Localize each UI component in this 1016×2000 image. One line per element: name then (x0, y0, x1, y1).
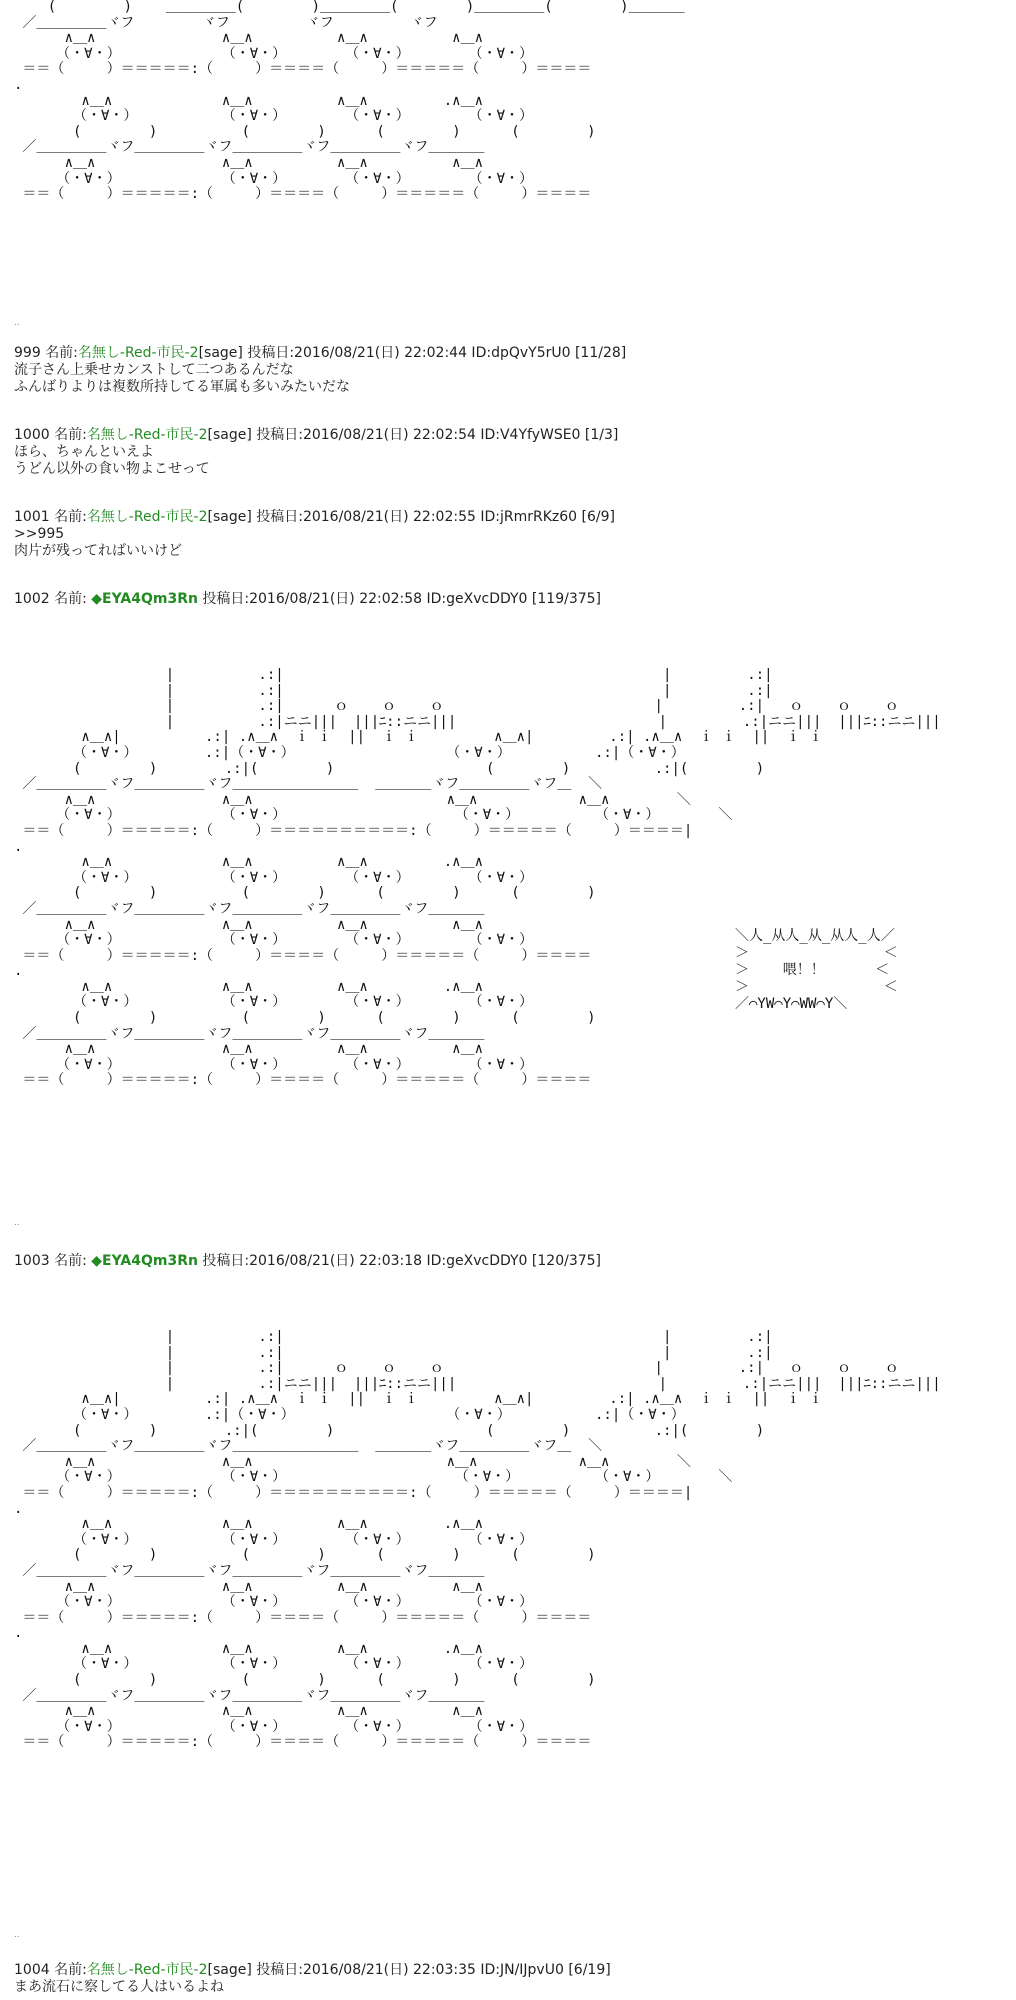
ascii-art-top: ( ) ＿＿＿＿＿( )＿＿＿＿＿( )＿＿＿＿＿( )＿＿＿＿ ／＿＿＿＿＿ヾフ ヾフ ヾフ ヾフ ∧＿∧ ∧＿∧ ∧＿∧ ∧＿∧ （・∀・） （・∀・） （・∀・） （・∀・） ＝＝（ ）＝＝＝＝＝:（ ）＝＝＝＝（ ）＝＝＝＝＝（ ）＝＝＝＝ . ∧＿∧ ∧＿∧ ∧＿∧ .∧＿∧ （・∀・） （・∀・） （・∀・） （・∀・） ( ) ( ) ( ) ( ) ／＿＿＿＿＿ヾフ＿＿＿＿＿ヾフ＿＿＿＿＿ヾフ＿＿＿＿＿ヾフ＿＿＿＿ ∧＿∧ ∧＿∧ ∧＿∧ ∧＿∧ （・∀・） （・∀・） （・∀・） （・∀・） ＝＝（ ）＝＝＝＝＝:（ ）＝＝＝＝（ ）＝＝＝＝＝（ ）＝＝＝＝ (14, 0, 685, 203)
mail-field: [sage] (198, 345, 243, 361)
post-header (14, 1253, 601, 1270)
separator-dot: .. (14, 1218, 20, 1228)
separator-dot: .. (14, 318, 20, 328)
shout-bubble: ＼人_从人_从_从人_人／ ＞ ＜ ＞ 喂！！ ＜ ＞ ＜ ／⌒YW⌒Y⌒WW⌒Y＼ (735, 928, 898, 1012)
post-header (14, 591, 601, 608)
poster-trip[interactable]: ◆EYA4Qm3Rn (91, 1253, 198, 1269)
post-date: 投稿日:2016/08/21(日) 22:02:54 ID:V4YfyWSE0 [1/3] (256, 427, 619, 443)
post-body-line: 肉片が残ってればいいけど (14, 543, 182, 559)
post-number: 1003 (14, 1253, 50, 1269)
post-1001 (14, 509, 615, 560)
post-date: 投稿日:2016/08/21(日) 22:02:55 ID:jRmrRKz60 [6/9] (256, 509, 615, 525)
ascii-art-scene-1: | .:| | .:| | .:| | .:| | .:| ｏ ｏ ｏ | .:| ｏ ｏ ｏ | .:|ニニ||| |||ﾆ::ニニ||| | .:|ニニ||| |||ﾆ::ニニ||| ∧＿∧| .:| .∧＿∧ ｉ ｉ || ｉ ｉ ∧＿∧| .:| .∧＿∧ ｉ ｉ || ｉ ｉ （・∀・） .:|（・∀・） （・∀・） .:|（・∀・） ( ) .:|( ) ( ) .:|( ) ／＿＿＿＿＿ヾフ＿＿＿＿＿ヾフ＿＿＿＿＿＿＿＿＿ ＿＿＿＿ヾフ＿＿＿＿＿ヾフ＿ ＼ ∧＿∧ ∧＿∧ ∧＿∧ ∧＿∧ ＼ （・∀・） （・∀・） （・∀・） （・∀・） ＼ ＝＝（ ）＝＝＝＝＝:（ ）＝＝＝＝＝＝＝＝＝＝:（ ）＝＝＝＝＝（ ）＝＝＝＝| . ∧＿∧ ∧＿∧ ∧＿∧ .∧＿∧ （・∀・） （・∀・） （・∀・） （・∀・） ( ) ( ) ( ) ( ) ／＿＿＿＿＿ヾフ＿＿＿＿＿ヾフ＿＿＿＿＿ヾフ＿＿＿＿＿ヾフ＿＿＿＿ ∧＿∧ ∧＿∧ ∧＿∧ ∧＿∧ （・∀・） （・∀・） （・∀・） （・∀・） ＝＝（ ）＝＝＝＝＝:（ ）＝＝＝＝（ ）＝＝＝＝＝（ ）＝＝＝＝ . ∧＿∧ ∧＿∧ ∧＿∧ .∧＿∧ （・∀・） （・∀・） （・∀・） （・∀・） ( ) ( ) ( ) ( ) ／＿＿＿＿＿ヾフ＿＿＿＿＿ヾフ＿＿＿＿＿ヾフ＿＿＿＿＿ヾフ＿＿＿＿ ∧＿∧ ∧＿∧ ∧＿∧ ∧＿∧ （・∀・） （・∀・） （・∀・） （・∀・） ＝＝（ ）＝＝＝＝＝:（ ）＝＝＝＝（ ）＝＝＝＝＝（ ）＝＝＝＝ (14, 667, 941, 1089)
post-number: 999 (14, 345, 41, 361)
post-body-line: ほら、ちゃんといえよ (14, 444, 154, 460)
name-label: 名前: (54, 1962, 87, 1978)
post-1000 (14, 427, 618, 478)
post-number: 1004 (14, 1962, 50, 1978)
name-label: 名前: (54, 509, 87, 525)
reply-anchor-link[interactable]: >>995 (14, 526, 65, 542)
post-header (14, 427, 618, 444)
poster-name[interactable]: 名無し-Red-市民-2 (77, 345, 199, 361)
mail-field: [sage] (207, 509, 252, 525)
name-label: 名前: (54, 427, 87, 443)
mail-field: [sage] (207, 1962, 252, 1978)
post-body-line: ふんばりよりは複数所持してる軍属も多いみたいだな (14, 379, 350, 395)
post-1002 (14, 591, 601, 608)
post-header (14, 345, 626, 362)
post-date: 投稿日:2016/08/21(日) 22:03:35 ID:JN/IJpvU0 [6/19] (256, 1962, 611, 1978)
post-number: 1000 (14, 427, 50, 443)
poster-name[interactable]: 名無し-Red-市民-2 (86, 509, 208, 525)
name-label: 名前: (54, 1253, 87, 1269)
post-date: 投稿日:2016/08/21(日) 22:02:58 ID:geXvcDDY0 [119/375] (202, 591, 602, 607)
name-label: 名前: (54, 591, 87, 607)
poster-trip[interactable]: ◆EYA4Qm3Rn (91, 591, 198, 607)
post-body-line: まあ流石に察してる人はいるよね (14, 1979, 224, 1995)
post-1003 (14, 1253, 601, 1270)
post-body-line: 流子さん上乗せカンストして二つあるんだな (14, 362, 294, 378)
post-number: 1002 (14, 591, 50, 607)
post-header (14, 509, 615, 526)
poster-name[interactable]: 名無し-Red-市民-2 (86, 427, 208, 443)
post-body-line: うどん以外の食い物よこせって (14, 461, 210, 477)
mail-field: [sage] (207, 427, 252, 443)
separator-dot: .. (14, 1930, 20, 1940)
post-999 (14, 345, 626, 396)
post-date: 投稿日:2016/08/21(日) 22:02:44 ID:dpQvY5rU0 [11/28] (247, 345, 627, 361)
ascii-art-scene-2: | .:| | .:| | .:| | .:| | .:| ｏ ｏ ｏ | .:| ｏ ｏ ｏ | .:|ニニ||| |||ﾆ::ニニ||| | .:|ニニ||| |||ﾆ::ニニ||| ∧＿∧| .:| .∧＿∧ ｉ ｉ || ｉ ｉ ∧＿∧| .:| .∧＿∧ ｉ ｉ || ｉ ｉ （・∀・） .:|（・∀・） （・∀・） .:|（・∀・） ( ) .:|( ) ( ) .:|( ) ／＿＿＿＿＿ヾフ＿＿＿＿＿ヾフ＿＿＿＿＿＿＿＿＿ ＿＿＿＿ヾフ＿＿＿＿＿ヾフ＿ ＼ ∧＿∧ ∧＿∧ ∧＿∧ ∧＿∧ ＼ （・∀・） （・∀・） （・∀・） （・∀・） ＼ ＝＝（ ）＝＝＝＝＝:（ ）＝＝＝＝＝＝＝＝＝＝:（ ）＝＝＝＝＝（ ）＝＝＝＝| . ∧＿∧ ∧＿∧ ∧＿∧ .∧＿∧ （・∀・） （・∀・） （・∀・） （・∀・） ( ) ( ) ( ) ( ) ／＿＿＿＿＿ヾフ＿＿＿＿＿ヾフ＿＿＿＿＿ヾフ＿＿＿＿＿ヾフ＿＿＿＿ ∧＿∧ ∧＿∧ ∧＿∧ ∧＿∧ （・∀・） （・∀・） （・∀・） （・∀・） ＝＝（ ）＝＝＝＝＝:（ ）＝＝＝＝（ ）＝＝＝＝＝（ ）＝＝＝＝ . ∧＿∧ ∧＿∧ ∧＿∧ .∧＿∧ （・∀・） （・∀・） （・∀・） （・∀・） ( ) ( ) ( ) ( ) ／＿＿＿＿＿ヾフ＿＿＿＿＿ヾフ＿＿＿＿＿ヾフ＿＿＿＿＿ヾフ＿＿＿＿ ∧＿∧ ∧＿∧ ∧＿∧ ∧＿∧ （・∀・） （・∀・） （・∀・） （・∀・） ＝＝（ ）＝＝＝＝＝:（ ）＝＝＝＝（ ）＝＝＝＝＝（ ）＝＝＝＝ (14, 1329, 941, 1751)
post-date: 投稿日:2016/08/21(日) 22:03:18 ID:geXvcDDY0 [120/375] (202, 1253, 602, 1269)
post-1004 (14, 1962, 611, 1996)
name-label: 名前: (45, 345, 78, 361)
poster-name[interactable]: 名無し-Red-市民-2 (86, 1962, 208, 1978)
post-number: 1001 (14, 509, 50, 525)
post-header (14, 1962, 611, 1979)
